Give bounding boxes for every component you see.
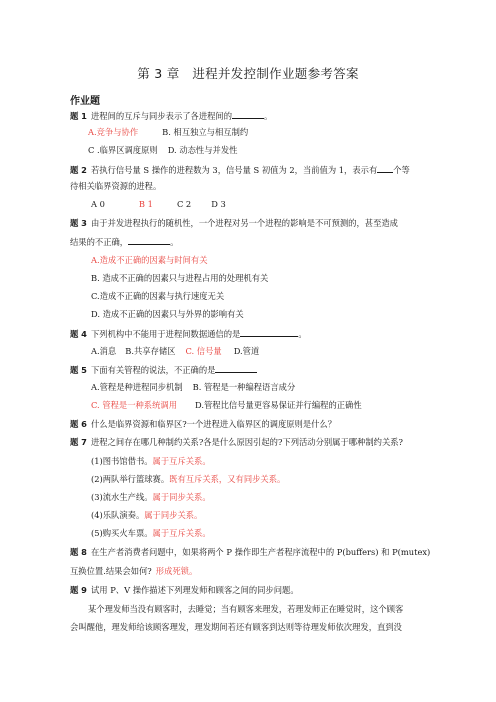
answer-text: 既有互斥关系，又有同步关系。 bbox=[169, 474, 286, 484]
question-5-options-row-2 bbox=[91, 400, 362, 411]
list-item: (3)流水生产线。属于同步关系。 bbox=[91, 492, 211, 502]
question-2-continued: 待相关临界资源的进程。 bbox=[70, 181, 162, 191]
option-c: C 2 bbox=[176, 199, 192, 209]
option-d: D. 动态性与并发性 bbox=[167, 145, 238, 155]
question-8: 题 8 在生产者消费者问题中，如果将两个 P 操作即生产者程序流程中的 P(buffers) 和 P(mutex) bbox=[70, 547, 431, 557]
option-a: A 0 bbox=[91, 199, 105, 209]
question-8-continued: 互换位置.结果会如何? 形成死锁。 bbox=[70, 566, 198, 576]
question-number: 题 7 bbox=[70, 437, 87, 447]
question-5: 题 5 下面有关管程的说法，不正确的是 bbox=[70, 364, 257, 376]
option-c: C.造成不正确的因素与执行速度无关 bbox=[91, 291, 225, 301]
answer-text: 形成死锁。 bbox=[155, 566, 198, 576]
option-c-correct: C. 信号量 bbox=[185, 346, 222, 356]
option-b: B. 相互独立与相互制约 bbox=[162, 127, 249, 137]
answer-text: 属于同步关系。 bbox=[152, 492, 211, 502]
question-number: 题 9 bbox=[70, 585, 87, 595]
option-d: D.管程比信号量更容易保证并行编程的正确性 bbox=[195, 400, 362, 410]
option-b-correct: B 1 bbox=[138, 199, 153, 209]
option-d: D 3 bbox=[211, 199, 226, 209]
page-title: 第 3 章 进程并发控制作业题参考答案 bbox=[137, 66, 359, 81]
paragraph-line: 会叫醒他，理发师给该顾客理发，理发期间若还有顾客到达则等待理发师依次理发，直到没 bbox=[70, 622, 402, 632]
section-heading: 作业题 bbox=[70, 96, 100, 107]
question-9: 题 9 试用 P、V 操作描述下列理发师和顾客之间的同步问题。 bbox=[70, 585, 299, 595]
list-item: (1)图书馆借书。属于互斥关系。 bbox=[91, 456, 211, 466]
option-a: A.消息 bbox=[91, 346, 117, 356]
question-1-options-row-2 bbox=[88, 145, 237, 156]
option-c: C .临界区调度原则 bbox=[88, 145, 158, 155]
question-2-options bbox=[91, 199, 226, 210]
question-6: 题 6 什么是临界资源和临界区?一个进程进入临界区的调度原则是什么？ bbox=[70, 419, 337, 429]
answer-blank bbox=[128, 236, 170, 245]
question-number: 题 2 bbox=[70, 165, 87, 175]
question-7: 题 7 进程之间存在哪几种制约关系?各是什么原因引起的?下列活动分别属于哪种制约关系? bbox=[70, 437, 404, 447]
question-3-continued: 结果的不正确， 。 bbox=[70, 237, 179, 247]
option-a-correct: A.竞争与协作 bbox=[88, 127, 139, 137]
option-b: B. 管程是一种编程语言成分 bbox=[192, 382, 296, 392]
question-1: 题 1 进程间的互斥与同步表示了各进程间的 。 bbox=[70, 111, 273, 121]
answer-text: 属于互斥关系。 bbox=[152, 456, 211, 466]
option-b: B.共享存储区 bbox=[125, 346, 176, 356]
answer-text: 属于互斥关系。 bbox=[152, 528, 211, 538]
question-number: 题 8 bbox=[70, 547, 87, 557]
question-number: 题 5 bbox=[70, 365, 87, 375]
option-b: B. 造成不正确的因素只与进程占用的处理机有关 bbox=[91, 273, 269, 283]
list-item: (5)购买火车票。属于互斥关系。 bbox=[91, 528, 211, 538]
question-4-options bbox=[91, 346, 259, 357]
question-1-options-row-1 bbox=[88, 127, 248, 138]
question-number: 题 1 bbox=[70, 111, 87, 121]
question-number: 题 6 bbox=[70, 419, 87, 429]
option-a: A.管程是种进程同步机制 bbox=[91, 382, 183, 392]
option-d: D.管道 bbox=[233, 346, 260, 356]
answer-blank bbox=[240, 328, 298, 337]
question-2: 题 2 若执行信号量 S 操作的进程数为 3，信号量 S 初值为 2，当前值为 1，表示有 个等 bbox=[70, 165, 410, 175]
question-4: 题 4 下列机构中不能用于进程间数据通信的是 。 bbox=[70, 329, 307, 339]
question-5-options-row-1 bbox=[91, 382, 295, 393]
option-a-correct: A.造成不正确的因素与时间有关 bbox=[91, 255, 208, 265]
question-number: 题 3 bbox=[70, 218, 87, 228]
answer-text: 属于同步关系。 bbox=[144, 510, 203, 520]
answer-blank bbox=[232, 110, 264, 119]
question-3: 题 3 由于并发进程执行的随机性，一个进程对另一个进程的影响是不可预测的，甚至造成 bbox=[70, 218, 398, 228]
list-item: (4)乐队演奏。属于同步关系。 bbox=[91, 510, 203, 520]
paragraph-line: 某个理发师当没有顾客时，去睡觉；当有顾客来理发，若理发师正在睡觉时，这个顾客 bbox=[88, 604, 404, 614]
answer-blank bbox=[377, 164, 393, 173]
option-c-correct: C. 管程是一种系统调用 bbox=[91, 400, 177, 410]
list-item: (2)两队举行篮球赛。既有互斥关系，又有同步关系。 bbox=[91, 474, 286, 484]
question-number: 题 4 bbox=[70, 329, 87, 339]
option-d: D. 造成不正确的因素只与外界的影响有关 bbox=[91, 309, 244, 319]
answer-blank bbox=[215, 364, 257, 373]
